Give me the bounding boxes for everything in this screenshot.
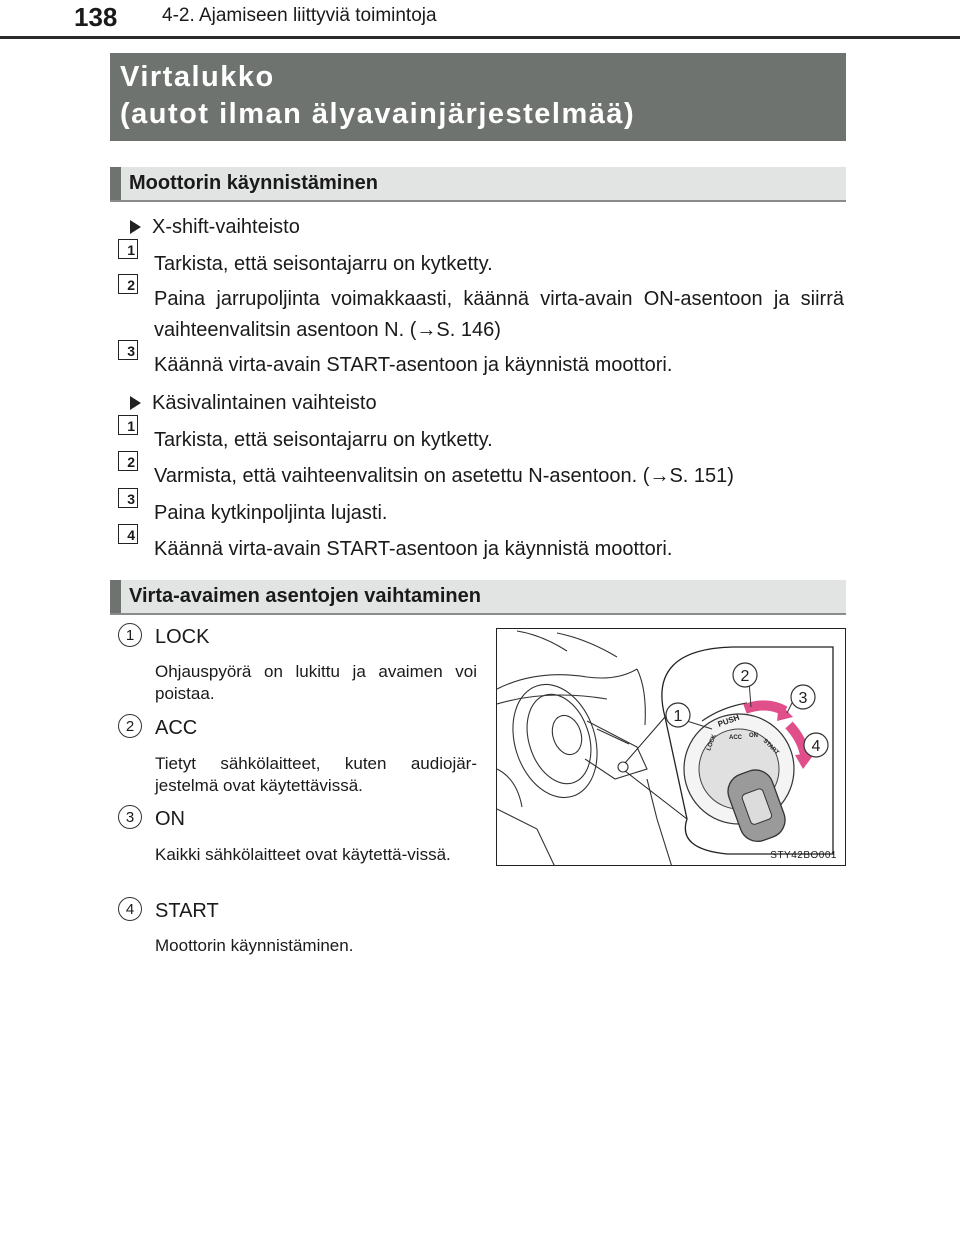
step-text: Paina jarrupoljinta voimakkaasti, käännä virta-avain ON-asentoon ja siirrä vaihteenvalitsin asentoon N. (→S. 146) <box>154 288 844 341</box>
position-title: LOCK <box>155 626 210 648</box>
header-rule <box>0 36 960 39</box>
step-number: 2 <box>118 451 138 471</box>
figure-callout-label: 4 <box>811 738 821 755</box>
subsection-label: X-shift-vaihteisto <box>152 216 300 238</box>
step-text: Käännä virta-avain START-asentoon ja käynnistä moottori. <box>154 538 673 560</box>
page-title-line1: Virtalukko <box>120 61 275 93</box>
step-text: Tarkista, että seisontajarru on kytketty. <box>154 253 493 275</box>
position-description: Kaikki sähkölaitteet ovat käytettä-vissä. <box>155 845 451 864</box>
figure-code: STY42BO001 <box>770 850 837 861</box>
figure-callout-label: 2 <box>740 668 750 685</box>
push-label: PUSH <box>716 712 741 729</box>
ignition-illustration <box>496 628 846 866</box>
position-description: Tietyt sähkölaitteet, kuten audiojär-jestelmä ovat käytettävissä. <box>155 754 477 795</box>
step-number: 3 <box>118 340 138 360</box>
section-heading-label: Virta-avaimen asentojen vaihtaminen <box>129 585 481 607</box>
triangle-bullet-icon <box>130 220 141 234</box>
callout-number: 4 <box>118 897 142 921</box>
page-number: 138 <box>74 2 118 32</box>
position-description: Moottorin käynnistäminen. <box>155 936 354 955</box>
callout-number: 2 <box>118 714 142 738</box>
subsection-manual <box>130 392 377 415</box>
subsection-xshift <box>130 216 300 239</box>
section-heading-starting <box>110 167 846 202</box>
on-label: ON <box>749 733 758 739</box>
step-text: Varmista, että vaihteenvalitsin on asetettu N-asentoon. (→S. 151) <box>154 465 734 487</box>
step-number: 4 <box>118 524 138 544</box>
chapter-header: 4-2. Ajamiseen liittyviä toimintoja <box>162 5 437 26</box>
step-number: 1 <box>118 239 138 259</box>
callout-number: 1 <box>118 623 142 647</box>
step-number: 2 <box>118 274 138 294</box>
figure-callout-label: 1 <box>673 708 683 725</box>
position-title: ON <box>155 808 185 830</box>
step-number: 1 <box>118 415 138 435</box>
step-text: Käännä virta-avain START-asentoon ja käynnistä moottori. <box>154 354 673 376</box>
callout-number: 3 <box>118 805 142 829</box>
page-title <box>110 53 846 141</box>
position-description: Ohjauspyörä on lukittu ja avaimen voi poistaa. <box>155 662 477 703</box>
section-heading-label: Moottorin käynnistäminen <box>129 172 378 194</box>
page-title-line2: (autot ilman älyavainjärjestelmää) <box>120 98 636 130</box>
subsection-label: Käsivalintainen vaihteisto <box>152 392 377 414</box>
position-title: ACC <box>155 717 198 739</box>
step-text: Tarkista, että seisontajarru on kytketty. <box>154 429 493 451</box>
figure-callout-label: 3 <box>798 690 808 707</box>
ignition-drawing <box>497 629 846 866</box>
position-title: START <box>155 900 219 922</box>
lock-label: LOCK <box>706 733 718 752</box>
dashboard-sketch <box>497 631 672 866</box>
step-number: 3 <box>118 488 138 508</box>
acc-label: ACC <box>729 735 742 741</box>
triangle-bullet-icon <box>130 396 141 410</box>
start-label: START <box>761 738 780 757</box>
step-text: Paina kytkinpoljinta lujasti. <box>154 502 388 524</box>
section-heading-key-positions <box>110 580 846 615</box>
